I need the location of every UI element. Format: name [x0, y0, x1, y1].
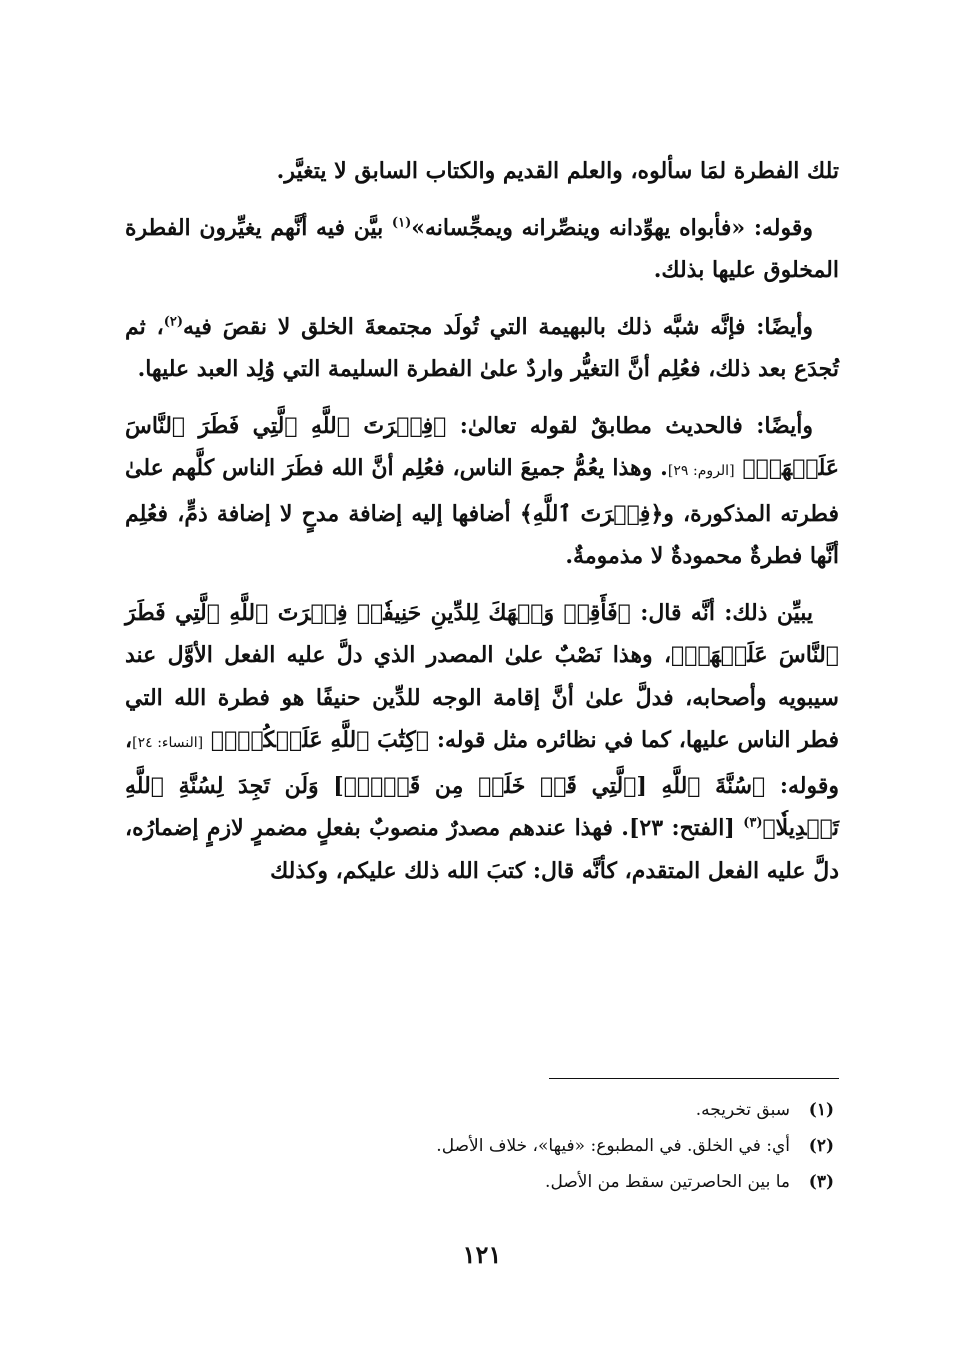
- paragraph-5-part-2: ، وقوله: ﴿سُنَّةَ ٱللَّهِ [ٱلَّتِي قَدۡ خَلَتۡ مِن قَبۡلُۖ] وَلَن تَجِدَ لِسُنَّةِ ٱللَّهِ تَبۡدِيلٗا﴾: [125, 727, 840, 841]
- footnote-text: أي: في الخلق. في المطبوع: «فيها»، خلاف الأصل.: [436, 1136, 790, 1156]
- footnote-number: (٢): [808, 1136, 834, 1156]
- main-text: [125, 150, 839, 906]
- paragraph-4-after: . وهذا يعُمُّ جميعَ الناس، فعُلِم أنَّ الله فطَرَ الناس كلَّهم علىٰ فطرته المذكورة، و﴿فِطۡرَتَ ٱللَّهِ﴾ أضافها إليه إضافة مدحٍ لا إضافة ذمٍّ، فعُلِم أنَّها فطرةٌ محمودةٌ لا مذمومةٌ.: [125, 455, 839, 569]
- footnote-separator: [549, 1078, 839, 1079]
- paragraph-3-after: ، ثم تُجدَع بعد ذلك، فعُلِم أنَّ التغيُّر واردٌ علىٰ الفطرة السليمة التي وُلِد العبد عليها.: [125, 313, 839, 382]
- paragraph-2: [125, 207, 839, 292]
- footnote-text: سبق تخريجه.: [695, 1100, 790, 1120]
- footnote-item: [125, 1092, 834, 1128]
- page-number: ١٢١: [462, 1240, 502, 1269]
- paragraph-1: [125, 150, 839, 193]
- paragraph-5: [125, 592, 839, 893]
- paragraph-4: [125, 405, 839, 578]
- paragraph-2-before: وقوله: «فأبواه يهوِّدانه وينصِّرانه ويمجِّسانه»: [411, 214, 813, 241]
- footnote-item: [125, 1164, 834, 1200]
- paragraph-5-part-1: يبيِّن ذلك: أنَّه قال: ﴿فَأَقِمۡ وَجۡهَكَ لِلدِّينِ حَنِيفٗاۚ فِطۡرَتَ ٱللَّهِ ٱلَّتِي فَطَرَ ٱلنَّاسَ عَلَيۡهَاۚ﴾، وهذا نَصْبٌ علىٰ المصدر الذي دلَّ عليه الفعل الأوَّل عند سيبويه وأصحابه، فدلَّ علىٰ أنَّ إقامة الوجه للدِّين حنيفًا هو فطرة الله التي فطر الناس عليها، كما في نظائره مثل قوله: ﴿كِتَٰبَ ٱللَّهِ عَلَيۡكُمۡۚ﴾: [125, 599, 839, 753]
- footnotes: [125, 1092, 834, 1200]
- footnote-text: ما بين الحاصرتين سقط من الأصل.: [545, 1172, 790, 1192]
- paragraph-1-text: تلك الفطرة لمَا سألوه، والعلم القديم والكتاب السابق لا يتغيَّر.: [276, 158, 839, 184]
- footnote-marker-2[interactable]: (٢): [163, 314, 183, 330]
- paragraph-5-ref-2: [الفتح: ٢٣]: [628, 815, 744, 841]
- footnote-marker-3[interactable]: (٣): [743, 815, 763, 831]
- footnote-number: (١): [808, 1100, 834, 1120]
- quran-reference: [النساء: ٢٤]: [132, 735, 204, 751]
- paragraph-3-before: وأيضًا: فإنَّه شبَّه ذلك بالبهيمة التي تُولَد مجتمعةَ الخلق لا نقصَ فيه: [183, 313, 813, 340]
- paragraph-3: [125, 306, 839, 391]
- quran-reference: [الروم: ٢٩]: [667, 463, 735, 479]
- footnote-number: (٣): [808, 1172, 834, 1192]
- footnote-marker-1[interactable]: (١): [391, 215, 412, 231]
- paragraph-4-before: وأيضًا: فالحديث مطابقٌ لقوله تعالىٰ: ﴿فِطۡرَتَ ٱللَّهِ ٱلَّتِي فَطَرَ ٱلنَّاسَ عَلَيۡهَاۚ﴾: [125, 412, 840, 481]
- paragraph-2-after: بيَّن فيه أنَّهم يغيِّرون الفطرة المخلوق عليها بذلك.: [125, 214, 839, 283]
- paragraph-5-part-3: . فهذا عندهم مصدرٌ منصوبٌ بفعلٍ مضمرٍ لازمٍ إضمارُه، دلَّ عليه الفعل المتقدم، كأنَّه قال: كتبَ الله ذلك عليكم، وكذلك: [125, 815, 839, 884]
- footnote-item: [125, 1128, 834, 1164]
